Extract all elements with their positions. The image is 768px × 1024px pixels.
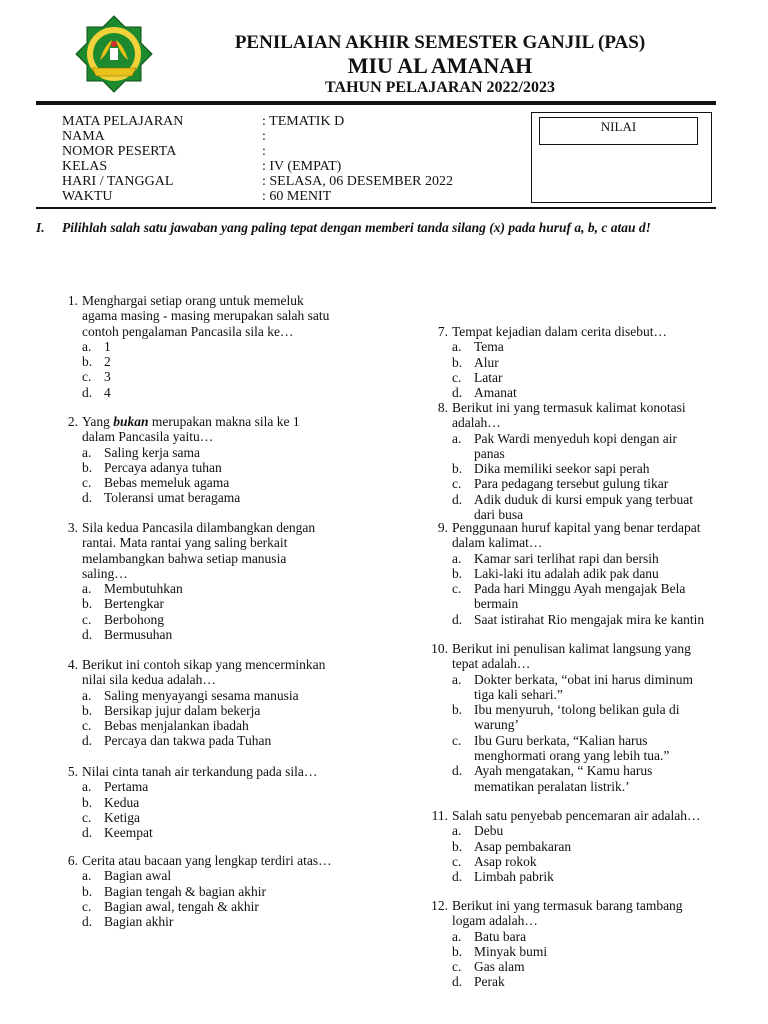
option-text: Ibu Guru berkata, “Kalian harus (474, 732, 648, 748)
answer-option[interactable] (452, 461, 686, 476)
option-text-continued: bermain (474, 596, 519, 612)
option-text: Tema (474, 339, 504, 355)
question (67, 764, 318, 841)
emphasized-word: bukan (113, 414, 149, 429)
question-number: 4. (67, 657, 78, 672)
option-letter: c. (452, 476, 462, 492)
info-value: : (262, 129, 266, 144)
question-text: tepat adalah… (452, 656, 531, 672)
option-text-continued: panas (474, 445, 505, 461)
option-text: Membutuhkan (104, 581, 183, 597)
option-letter: c. (452, 853, 462, 869)
info-label: KELAS (62, 159, 108, 174)
option-letter: d. (82, 914, 93, 930)
question-number: 11. (431, 808, 448, 823)
info-divider (36, 207, 716, 209)
option-letter: d. (452, 385, 463, 401)
option-letter: c. (82, 475, 92, 491)
option-letter: c. (452, 732, 462, 748)
option-letter: d. (452, 869, 463, 885)
info-value: : SELASA, 06 DESEMBER 2022 (262, 174, 453, 189)
answer-option[interactable] (82, 596, 315, 611)
question (431, 808, 701, 885)
option-letter: b. (82, 354, 93, 370)
option-text: Percaya dan takwa pada Tuhan (104, 733, 272, 749)
info-value: : IV (EMPAT) (262, 159, 342, 174)
option-text-continued: mematikan peralatan listrik.’ (474, 778, 630, 794)
answer-option[interactable] (82, 581, 315, 596)
question (437, 400, 693, 523)
answer-option[interactable] (452, 839, 701, 854)
question-text: contoh pengalaman Pancasila sila ke… (82, 323, 294, 339)
question-text: 9. Penggunaan huruf kapital yang benar terdapat (452, 520, 701, 535)
info-value: : TEMATIK D (262, 114, 345, 129)
option-text: Toleransi umat beragama (104, 490, 241, 506)
option-letter: a. (82, 779, 92, 795)
option-text: Laki-laki itu adalah adik pak danu (474, 565, 659, 581)
question-text: 7. Tempat kejadian dalam cerita disebut… (452, 324, 667, 339)
question-text: 4. Berikut ini contoh sikap yang mencerminkan (82, 657, 325, 672)
option-letter: b. (82, 883, 93, 899)
option-letter: d. (452, 611, 463, 627)
option-text: Percaya adanya tuhan (104, 459, 222, 475)
question-text: saling… (82, 565, 128, 581)
answer-option[interactable] (82, 899, 332, 914)
answer-option[interactable] (452, 854, 701, 869)
answer-option[interactable] (82, 460, 300, 475)
question (67, 853, 332, 930)
answer-option[interactable] (452, 733, 691, 748)
answer-option[interactable] (452, 702, 691, 717)
option-text-continued: tiga kali sehari.” (474, 686, 563, 702)
option-text: Kamar sari terlihat rapi dan bersih (474, 550, 659, 566)
academic-year: TAHUN PELAJARAN 2022/2023 (325, 79, 555, 96)
option-text: Bermusuhan (104, 627, 173, 643)
question-text: agama masing - masing merupakan salah satu (82, 308, 330, 324)
answer-option[interactable] (82, 718, 325, 733)
option-text: Gas alam (474, 959, 525, 975)
option-text: Bersikap jujur dalam bekerja (104, 702, 261, 718)
info-label: WAKTU (62, 189, 113, 204)
option-text: Limbah pabrik (474, 869, 554, 885)
option-text-continued: dari busa (474, 507, 524, 523)
info-label: HARI / TANGGAL (62, 174, 174, 189)
answer-option[interactable] (82, 688, 325, 703)
option-text: Bebas menjalankan ibadah (104, 718, 249, 734)
option-letter: d. (82, 627, 93, 643)
option-text-continued: menghormati orang yang lebih tua.” (474, 748, 670, 764)
answer-option[interactable] (452, 355, 667, 370)
question-number: 9. (437, 520, 448, 535)
question-number: 5. (67, 764, 78, 779)
option-letter: b. (82, 596, 93, 612)
answer-option[interactable] (452, 929, 683, 944)
option-letter: d. (452, 763, 463, 779)
question (437, 520, 705, 627)
option-text: Saling kerja sama (104, 444, 200, 460)
question (67, 657, 326, 749)
question-number: 7. (437, 324, 448, 339)
answer-option[interactable] (452, 944, 683, 959)
option-letter: b. (452, 565, 463, 581)
option-letter: a. (452, 671, 462, 687)
option-text: Amanat (474, 385, 517, 401)
info-value: : 60 MENIT (262, 189, 332, 204)
option-letter: c. (452, 959, 462, 975)
option-text: Ayah mengatakan, “ Kamu harus (474, 763, 653, 779)
score-label: NILAI (600, 119, 637, 134)
answer-option[interactable] (452, 823, 701, 838)
option-text: Berbohong (104, 611, 164, 627)
option-text: Adik duduk di kursi empuk yang terbuat (474, 491, 693, 507)
option-text: Latar (474, 369, 503, 385)
answer-option[interactable] (82, 868, 332, 883)
question-text: adalah… (452, 415, 501, 431)
option-text: 3 (104, 369, 111, 385)
question-text: nilai sila kedua adalah… (82, 672, 216, 688)
option-text: Bertengkar (104, 596, 164, 612)
option-text: Ibu menyuruh, ‘tolong belikan gula di (474, 702, 680, 718)
option-text: 1 (104, 338, 111, 354)
question (431, 898, 683, 990)
question-text: melambangkan bahwa setiap manusia (82, 550, 287, 566)
school-name: MIU AL AMANAH (347, 53, 533, 78)
question-text: 11. Salah satu penyebab pencemaran air adalah… (431, 808, 701, 823)
option-letter: b. (452, 354, 463, 370)
option-text: Batu bara (474, 928, 527, 944)
question-number: 10. (431, 641, 448, 656)
answer-option[interactable] (452, 672, 691, 687)
question-text-part: Yang (82, 414, 114, 429)
answer-option[interactable] (452, 581, 701, 596)
question-text: 1. Menghargai setiap orang untuk memeluk (82, 293, 329, 308)
answer-option[interactable] (452, 763, 691, 778)
option-letter: c. (82, 898, 92, 914)
option-text-continued: warung’ (474, 717, 519, 733)
option-text: 4 (104, 384, 111, 400)
school-logo (66, 14, 162, 94)
option-letter: b. (82, 702, 93, 718)
question-text: 6. Cerita atau bacaan yang lengkap terdiri atas… (82, 853, 332, 868)
option-letter: c. (82, 718, 92, 734)
question-text: dalam kalimat… (452, 535, 543, 551)
answer-option[interactable] (452, 431, 686, 446)
option-letter: c. (82, 809, 92, 825)
option-text: Minyak bumi (474, 943, 548, 959)
option-text: Bagian awal (104, 868, 172, 884)
option-text: Bagian tengah & bagian akhir (104, 883, 266, 899)
question-number: 3. (67, 520, 78, 535)
header-divider (36, 101, 716, 105)
question-text: 12. Berikut ini yang termasuk barang tambang (431, 898, 683, 913)
instruction-text: Pilihlah salah satu jawaban yang paling tepat dengan memberi tanda silang (x) pada huruf a, b, c atau d! (62, 220, 651, 235)
question-number: 2. (67, 414, 78, 429)
answer-option[interactable] (82, 490, 300, 505)
answer-option[interactable] (452, 611, 705, 627)
answer-option[interactable] (452, 370, 667, 385)
answer-option[interactable] (452, 959, 683, 974)
answer-option[interactable] (452, 566, 701, 581)
option-letter: d. (82, 733, 93, 749)
question-text: 5. Nilai cinta tanah air terkandung pada sila… (82, 764, 317, 779)
answer-option[interactable] (82, 475, 300, 490)
option-text: Pada hari Minggu Ayah mengajak Bela (474, 581, 686, 597)
option-text: Bebas memeluk agama (104, 475, 230, 491)
option-text: Asap pembakaran (474, 838, 572, 854)
question-text: 8. Berikut ini yang termasuk kalimat konotasi (452, 400, 686, 415)
option-letter: a. (452, 550, 462, 566)
option-letter: d. (82, 384, 93, 400)
option-text: Pertama (104, 779, 149, 795)
answer-option[interactable] (82, 810, 317, 825)
option-text: 2 (104, 354, 111, 370)
question-number: 8. (437, 400, 448, 415)
answer-option[interactable] (452, 385, 667, 400)
option-letter: c. (452, 581, 462, 597)
option-text: Saling menyayangi sesama manusia (104, 687, 299, 703)
answer-option[interactable] (452, 551, 701, 566)
option-text: Ketiga (104, 809, 140, 825)
option-text: Dokter berkata, “obat ini harus diminum (474, 671, 693, 687)
question-text (67, 414, 300, 429)
answer-option[interactable] (82, 385, 329, 400)
section-number: I. (36, 220, 45, 235)
option-text: Dika memiliki seekor sapi perah (474, 461, 650, 477)
option-letter: b. (82, 459, 93, 475)
info-label: NOMOR PESERTA (62, 144, 177, 159)
answer-option[interactable] (452, 869, 701, 884)
option-text: Alur (474, 354, 499, 370)
info-label: NAMA (62, 129, 105, 144)
answer-option[interactable] (452, 491, 693, 507)
option-letter: a. (452, 430, 462, 446)
question (67, 293, 330, 400)
exam-title: PENILAIAN AKHIR SEMESTER GANJIL (PAS) (234, 32, 646, 53)
option-letter: c. (82, 611, 92, 627)
question-number: 12. (431, 898, 448, 913)
option-letter: b. (452, 838, 463, 854)
option-text: Bagian awal, tengah & akhir (104, 898, 259, 914)
question-text: rantai. Mata rantai yang saling berkait (82, 535, 288, 551)
answer-option[interactable] (82, 733, 325, 748)
answer-option[interactable] (452, 974, 683, 989)
info-label: MATA PELAJARAN (62, 114, 184, 129)
answer-option[interactable] (82, 825, 317, 840)
option-text: Keempat (104, 825, 153, 841)
question-number: 6. (67, 853, 78, 868)
option-letter: d. (452, 974, 463, 990)
info-value: : (262, 144, 266, 159)
question-number: 1. (67, 293, 78, 308)
question-text: 3. Sila kedua Pancasila dilambangkan dengan (82, 520, 315, 535)
option-letter: d. (452, 491, 463, 507)
option-letter: b. (452, 943, 463, 959)
option-text: Para pedagang tersebut gulung tikar (474, 476, 669, 492)
option-letter: a. (452, 339, 462, 355)
option-letter: a. (82, 444, 92, 460)
option-letter: a. (452, 823, 462, 839)
answer-option[interactable] (82, 369, 329, 384)
option-text: Saat istirahat Rio mengajak mira ke kantin (474, 611, 705, 627)
question (431, 641, 693, 794)
option-letter: c. (82, 369, 92, 385)
option-letter: a. (82, 581, 92, 597)
answer-option[interactable] (82, 339, 329, 354)
answer-option[interactable] (452, 339, 667, 354)
question (67, 414, 300, 506)
option-text: Asap rokok (474, 853, 537, 869)
answer-option[interactable] (82, 884, 332, 899)
option-letter: d. (82, 825, 93, 841)
option-text: Kedua (104, 794, 140, 810)
option-letter: b. (82, 794, 93, 810)
answer-option[interactable] (82, 795, 317, 810)
question (437, 324, 667, 401)
answer-option[interactable] (82, 914, 332, 929)
option-letter: d. (82, 490, 93, 506)
question (67, 520, 316, 643)
question-text: logam adalah… (452, 913, 538, 929)
option-text: Debu (474, 823, 504, 839)
question-text: 10. Berikut ini penulisan kalimat langsung yang (431, 641, 691, 656)
option-letter: a. (82, 687, 92, 703)
question-text: dalam Pancasila yaitu… (82, 429, 214, 445)
option-letter: a. (452, 928, 462, 944)
option-text: Bagian akhir (104, 914, 174, 930)
answer-option[interactable] (82, 703, 325, 718)
answer-option[interactable] (82, 354, 329, 369)
option-letter: a. (82, 338, 92, 354)
option-letter: b. (452, 461, 463, 477)
answer-option[interactable] (452, 476, 686, 491)
answer-option[interactable] (82, 779, 317, 794)
option-text: Pak Wardi menyeduh kopi dengan air (474, 430, 677, 446)
answer-option[interactable] (82, 445, 300, 460)
answer-option[interactable] (82, 612, 315, 627)
option-letter: b. (452, 702, 463, 718)
question-text-part: merupakan makna sila ke 1 (148, 414, 300, 429)
option-letter: a. (82, 868, 92, 884)
answer-option[interactable] (82, 627, 315, 642)
option-text: Perak (474, 974, 505, 990)
option-letter: c. (452, 369, 462, 385)
